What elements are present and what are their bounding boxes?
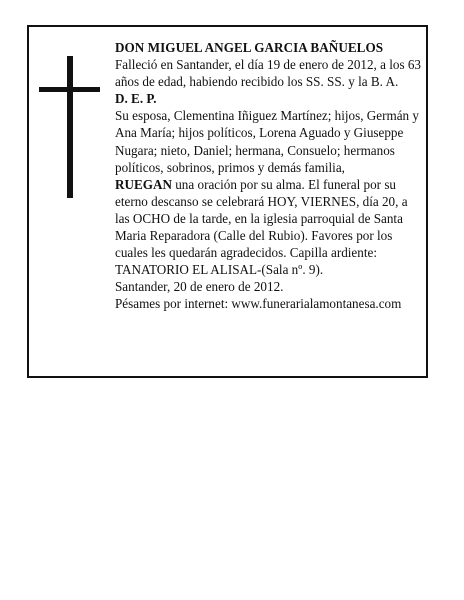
cross-icon-crossbar [39, 87, 100, 92]
dep-label: D. E. P. [115, 91, 157, 107]
death-notice: Falleció en Santander, el día 19 de enero de 2012, a los 63 años de edad, habiendo recibido los SS. SS. y la B. A. [115, 57, 421, 90]
family-list: Su esposa, Clementina Iñiguez Martínez; hijos, Germán y Ana María; hijos políticos, Lorena Aguado y Giuseppe Nugara; nieto, Daniel; hermana, Consuelo; hermanos políticos, sobrinos, primos y demás familia, [115, 108, 419, 175]
funeral-request [115, 176, 423, 279]
deceased-name: DON MIGUEL ANGEL GARCIA BAÑUELOS [115, 40, 384, 55]
obituary-notice-frame [27, 25, 428, 378]
request-lead: RUEGAN [115, 176, 172, 192]
request-text: una oración por su alma. El funeral por su eterno descanso se celebrará HOY, VIERNES, día 20, a las OCHO de la tarde, en la iglesia parroquial de Santa Maria Reparadora (Calle del Rubio). Favores por los cuales les quedarán agradecidos. Capilla ardiente: TANATORIO EL ALISAL-(Sala nº. 9). [115, 176, 408, 278]
cross-icon [67, 56, 73, 198]
online-condolences: Pésames por internet: www.funerarialamontanesa.com [115, 296, 402, 312]
obituary-text-block [115, 39, 423, 313]
place-date: Santander, 20 de enero de 2012. [115, 279, 284, 295]
